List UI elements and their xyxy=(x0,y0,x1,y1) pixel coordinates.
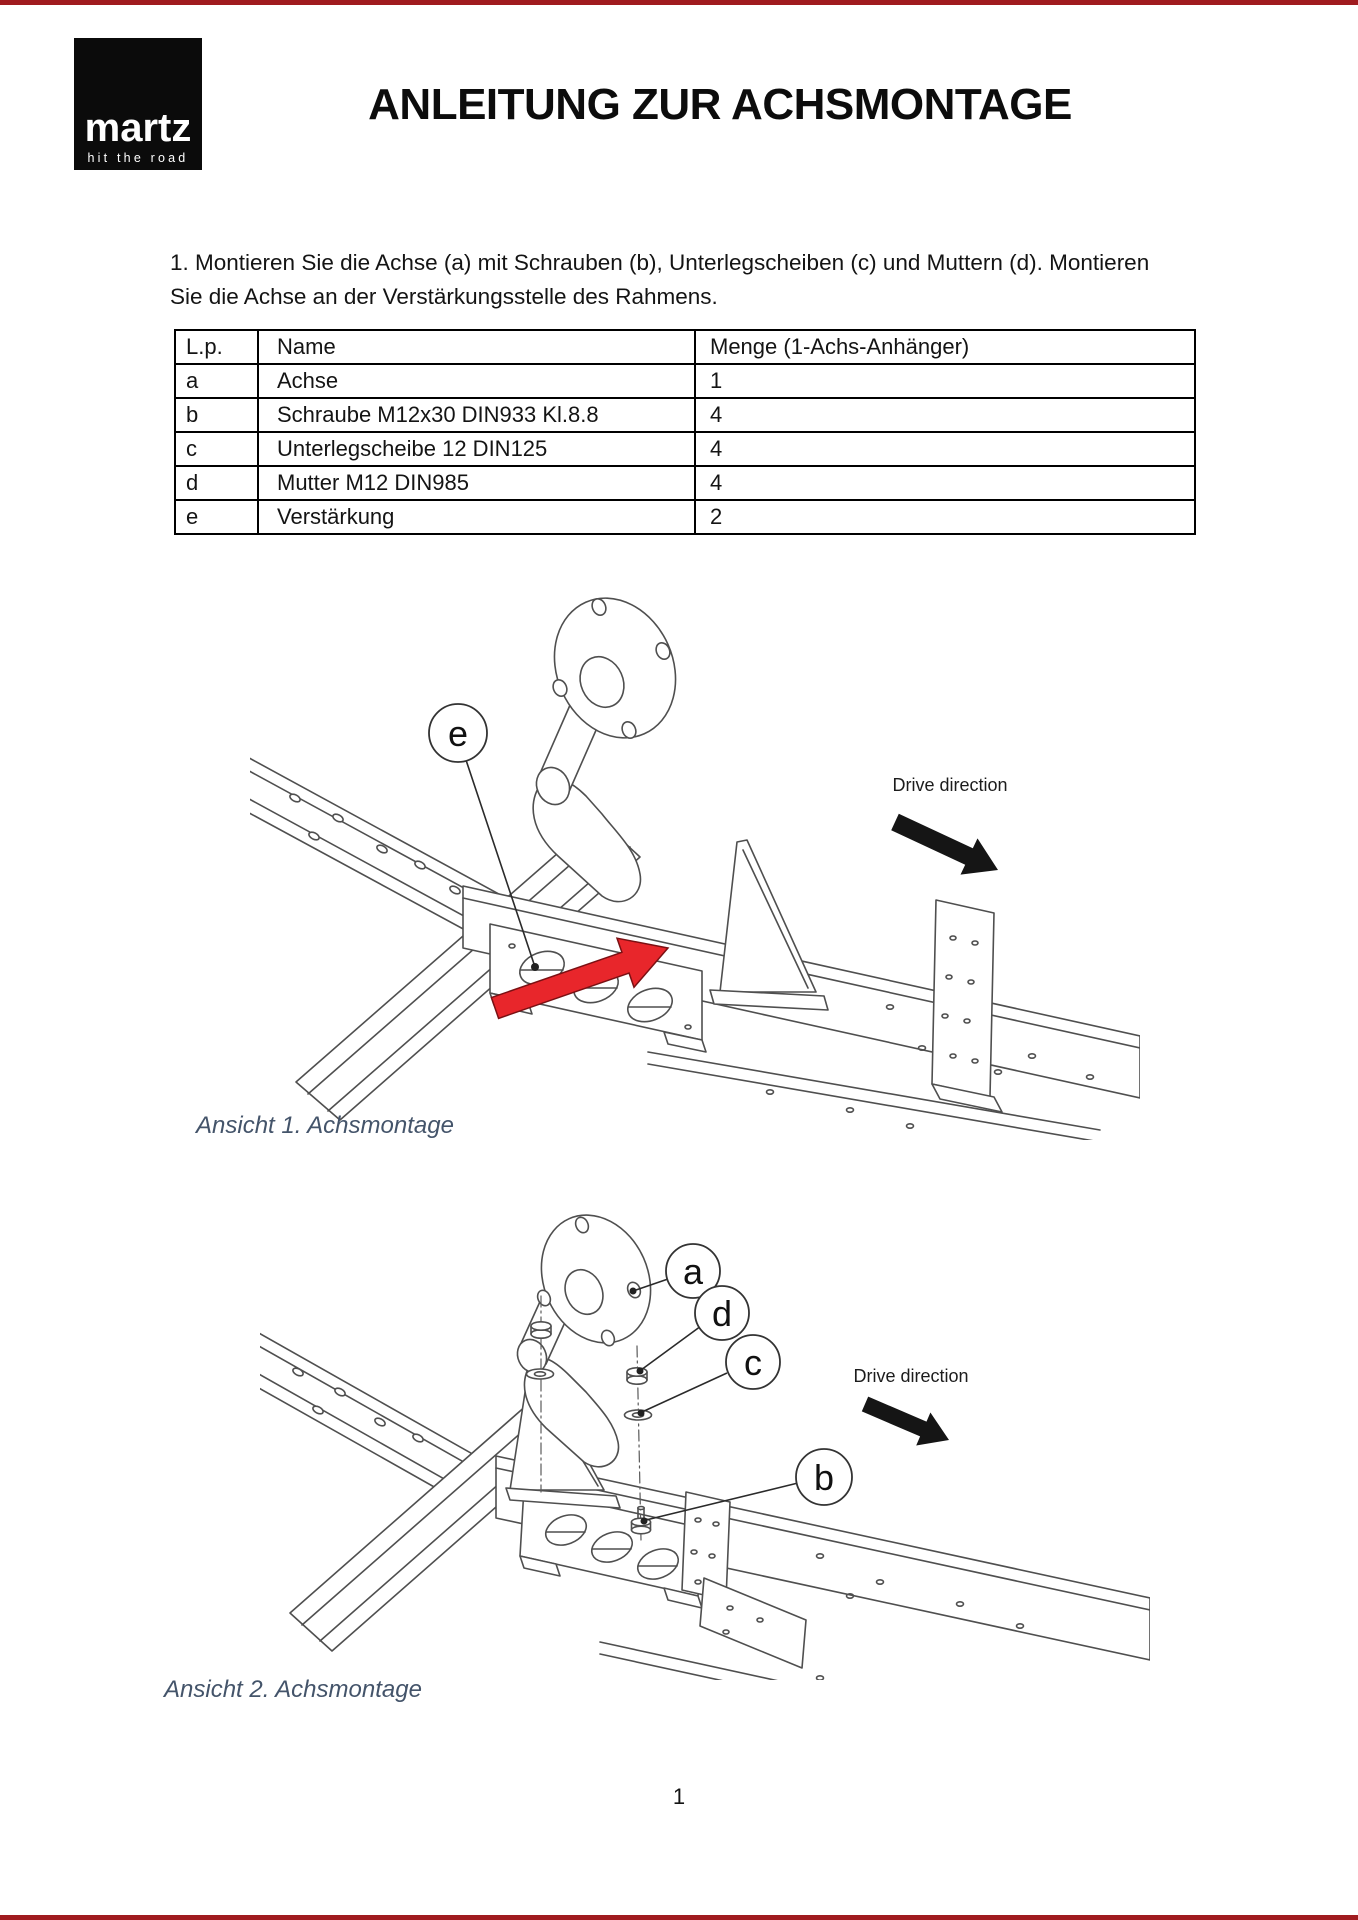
cell-qty: 1 xyxy=(695,364,1195,398)
gusset-bracket xyxy=(710,840,828,1010)
page-title: ANLEITUNG ZUR ACHSMONTAGE xyxy=(368,80,1072,129)
label-d-text: d xyxy=(711,1293,733,1334)
cell-name: Unterlegscheibe 12 DIN125 xyxy=(258,432,695,466)
drive-direction-label: Drive direction xyxy=(853,1366,969,1386)
col-header-name: Name xyxy=(258,330,695,364)
cell-lp: a xyxy=(175,364,258,398)
table-row xyxy=(175,432,1195,466)
page-number: 1 xyxy=(672,1784,686,1809)
figure-axle-assembly-2 xyxy=(260,1200,1150,1680)
cell-lp: b xyxy=(175,398,258,432)
intro-line-2: Sie die Achse an der Verstärkungsstelle des Rahmens. xyxy=(170,284,718,309)
figure-axle-assembly-1 xyxy=(250,500,1140,1140)
washer-rear xyxy=(527,1369,554,1379)
figure2-caption: Ansicht 2. Achsmontage xyxy=(164,1676,422,1703)
cell-lp: d xyxy=(175,466,258,500)
col-header-lp: L.p. xyxy=(175,330,258,364)
label-e-text: e xyxy=(447,713,469,754)
cell-lp: c xyxy=(175,432,258,466)
cell-name: Achse xyxy=(258,364,695,398)
cell-name: Schraube M12x30 DIN933 Kl.8.8 xyxy=(258,398,695,432)
table-row xyxy=(175,466,1195,500)
axle-drawing-1 xyxy=(250,500,1140,1140)
label-c-text: c xyxy=(744,1342,762,1383)
cell-qty: 4 xyxy=(695,398,1195,432)
page-edge-top-line xyxy=(0,0,1358,5)
table-row xyxy=(175,398,1195,432)
right-bracket-plate xyxy=(932,900,1002,1112)
cell-qty: 4 xyxy=(695,432,1195,466)
col-header-qty: Menge (1-Achs-Anhänger) xyxy=(695,330,1195,364)
cell-name: Verstärkung xyxy=(258,500,695,534)
table-header-row xyxy=(175,330,1195,364)
logo-brand-text: martz xyxy=(84,106,192,150)
cell-name: Mutter M12 DIN985 xyxy=(258,466,695,500)
intro-paragraph xyxy=(170,246,1149,314)
cell-lp: e xyxy=(175,500,258,534)
figure1-caption: Ansicht 1. Achsmontage xyxy=(196,1112,454,1139)
drive-direction-2 xyxy=(853,1366,968,1446)
table-row xyxy=(175,364,1195,398)
cell-qty: 2 xyxy=(695,500,1195,534)
cell-qty: 4 xyxy=(695,466,1195,500)
axle-drawing-2 xyxy=(260,1200,1150,1680)
page-edge-bottom-line xyxy=(0,1915,1358,1920)
label-b-text: b xyxy=(813,1457,835,1498)
wheel-hub-flange xyxy=(533,579,698,758)
drive-direction-arrow xyxy=(891,814,998,875)
intro-line-1: 1. Montieren Sie die Achse (a) mit Schrauben (b), Unterlegscheiben (c) und Muttern (d). Montieren xyxy=(170,250,1150,275)
drive-direction-1 xyxy=(891,775,1007,875)
label-a-text: a xyxy=(682,1251,704,1292)
label-c xyxy=(638,1335,781,1417)
drive-direction-arrow xyxy=(862,1397,949,1446)
drive-direction-label: Drive direction xyxy=(892,775,1008,795)
martz-logo xyxy=(74,38,202,170)
logo-tagline-text: hit the road xyxy=(87,151,189,165)
